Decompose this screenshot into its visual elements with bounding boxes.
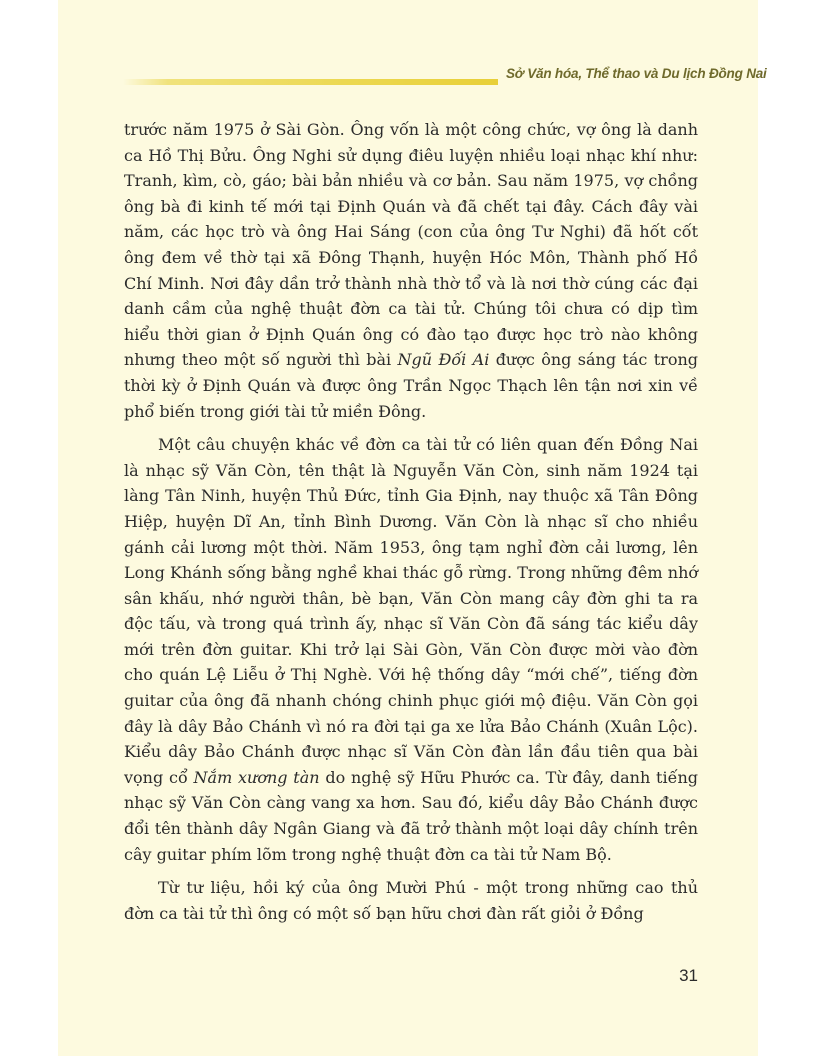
- header-rule: [123, 79, 498, 85]
- running-header: Sở Văn hóa, Thể thao và Du lịch Đồng Nai: [506, 66, 767, 81]
- song-title: Nắm xương tàn: [193, 767, 320, 787]
- paragraph: Từ tư liệu, hồi ký của ông Mười Phú - một trong những cao thủ đờn ca tài tử thì ông có một số bạn hữu chơi đàn rất giỏi ở Đồng: [124, 878, 698, 923]
- paragraph-continued: [124, 117, 698, 424]
- paragraph-text: trước năm 1975 ở Sài Gòn. Ông vốn là một công chức, vợ ông là danh ca Hồ Thị Bửu. Ông Nghi sử dụng điêu luyện nhiều loại nhạc khí như: Tranh, kìm, cò, gáo; bài bản nhiều và cơ bản. Sau năm 1975, vợ chồng ông bà đi kinh tế mới tại Định Quán và đã chết tại đây. Cách đây vài năm, các học trò và ông Hai Sáng (con của ông Tư Nghi) đã hốt cốt ông đem về thờ tại xã Đông Thạnh, huyện Hóc Môn, Thành phố Hồ Chí Minh. Nơi đây dần trở thành nhà thờ tổ và là nơi thờ cúng các đại danh cầm của nghệ thuật đờn ca tài tử. Chúng tôi chưa có dịp tìm hiểu thời gian ở Định Quán ông có đào tạo được học trò nào không nhưng theo một số người thì bài: [124, 120, 698, 370]
- book-page: [58, 0, 767, 1056]
- paragraph-text: do nghệ sỹ Hữu Phước ca. Từ đây, danh tiếng nhạc sỹ Văn Còn càng vang xa hơn. Sau đó, kiểu dây Bảo Chánh được đổi tên thành dây Ngân Giang và đã trở thành một loại dây chính trên cây guitar phím lõm trong nghệ thuật đờn ca tài tử Nam Bộ.: [124, 767, 698, 864]
- paragraph: [124, 432, 698, 867]
- song-title: Ngũ Đối Ai: [397, 350, 490, 370]
- body-text: [124, 117, 698, 934]
- paragraph-text: Một câu chuyện khác về đờn ca tài tử có liên quan đến Đồng Nai là nhạc sỹ Văn Còn, tên thật là Nguyễn Văn Còn, sinh năm 1924 tại làng Tân Ninh, huyện Thủ Đức, tỉnh Gia Định, nay thuộc xã Tân Đông Hiệp, huyện Dĩ An, tỉnh Bình Dương. Văn Còn là nhạc sĩ cho nhiều gánh cải lương một thời. Năm 1953, ông tạm nghỉ đờn cải lương, lên Long Khánh sống bằng nghề khai thác gỗ rừng. Trong những đêm nhớ sân khấu, nhớ người thân, bè bạn, Văn Còn mang cây đờn ghi ta ra độc tấu, và trong quá trình ấy, nhạc sĩ Văn Còn đã sáng tác kiểu dây mới trên đờn guitar. Khi trở lại Sài Gòn, Văn Còn được mời vào đờn cho quán Lệ Liễu ở Thị Nghè. Với hệ thống dây “mới chế”, tiếng đờn guitar của ông đã nhanh chóng chinh phục giới mộ điệu. Văn Còn gọi đây là dây Bảo Chánh vì nó ra đời tại ga xe lửa Bảo Chánh (Xuân Lộc). Kiểu dây Bảo Chánh được nhạc sĩ Văn Còn đàn lần đầu tiên qua bài vọng cổ: [124, 435, 698, 787]
- page-number: 31: [679, 966, 698, 985]
- paragraph-text: được ông sáng tác trong thời kỳ ở Định Quán và được ông Trần Ngọc Thạch lên tận nơi xin về phổ biến trong giới tài tử miền Đông.: [124, 350, 698, 421]
